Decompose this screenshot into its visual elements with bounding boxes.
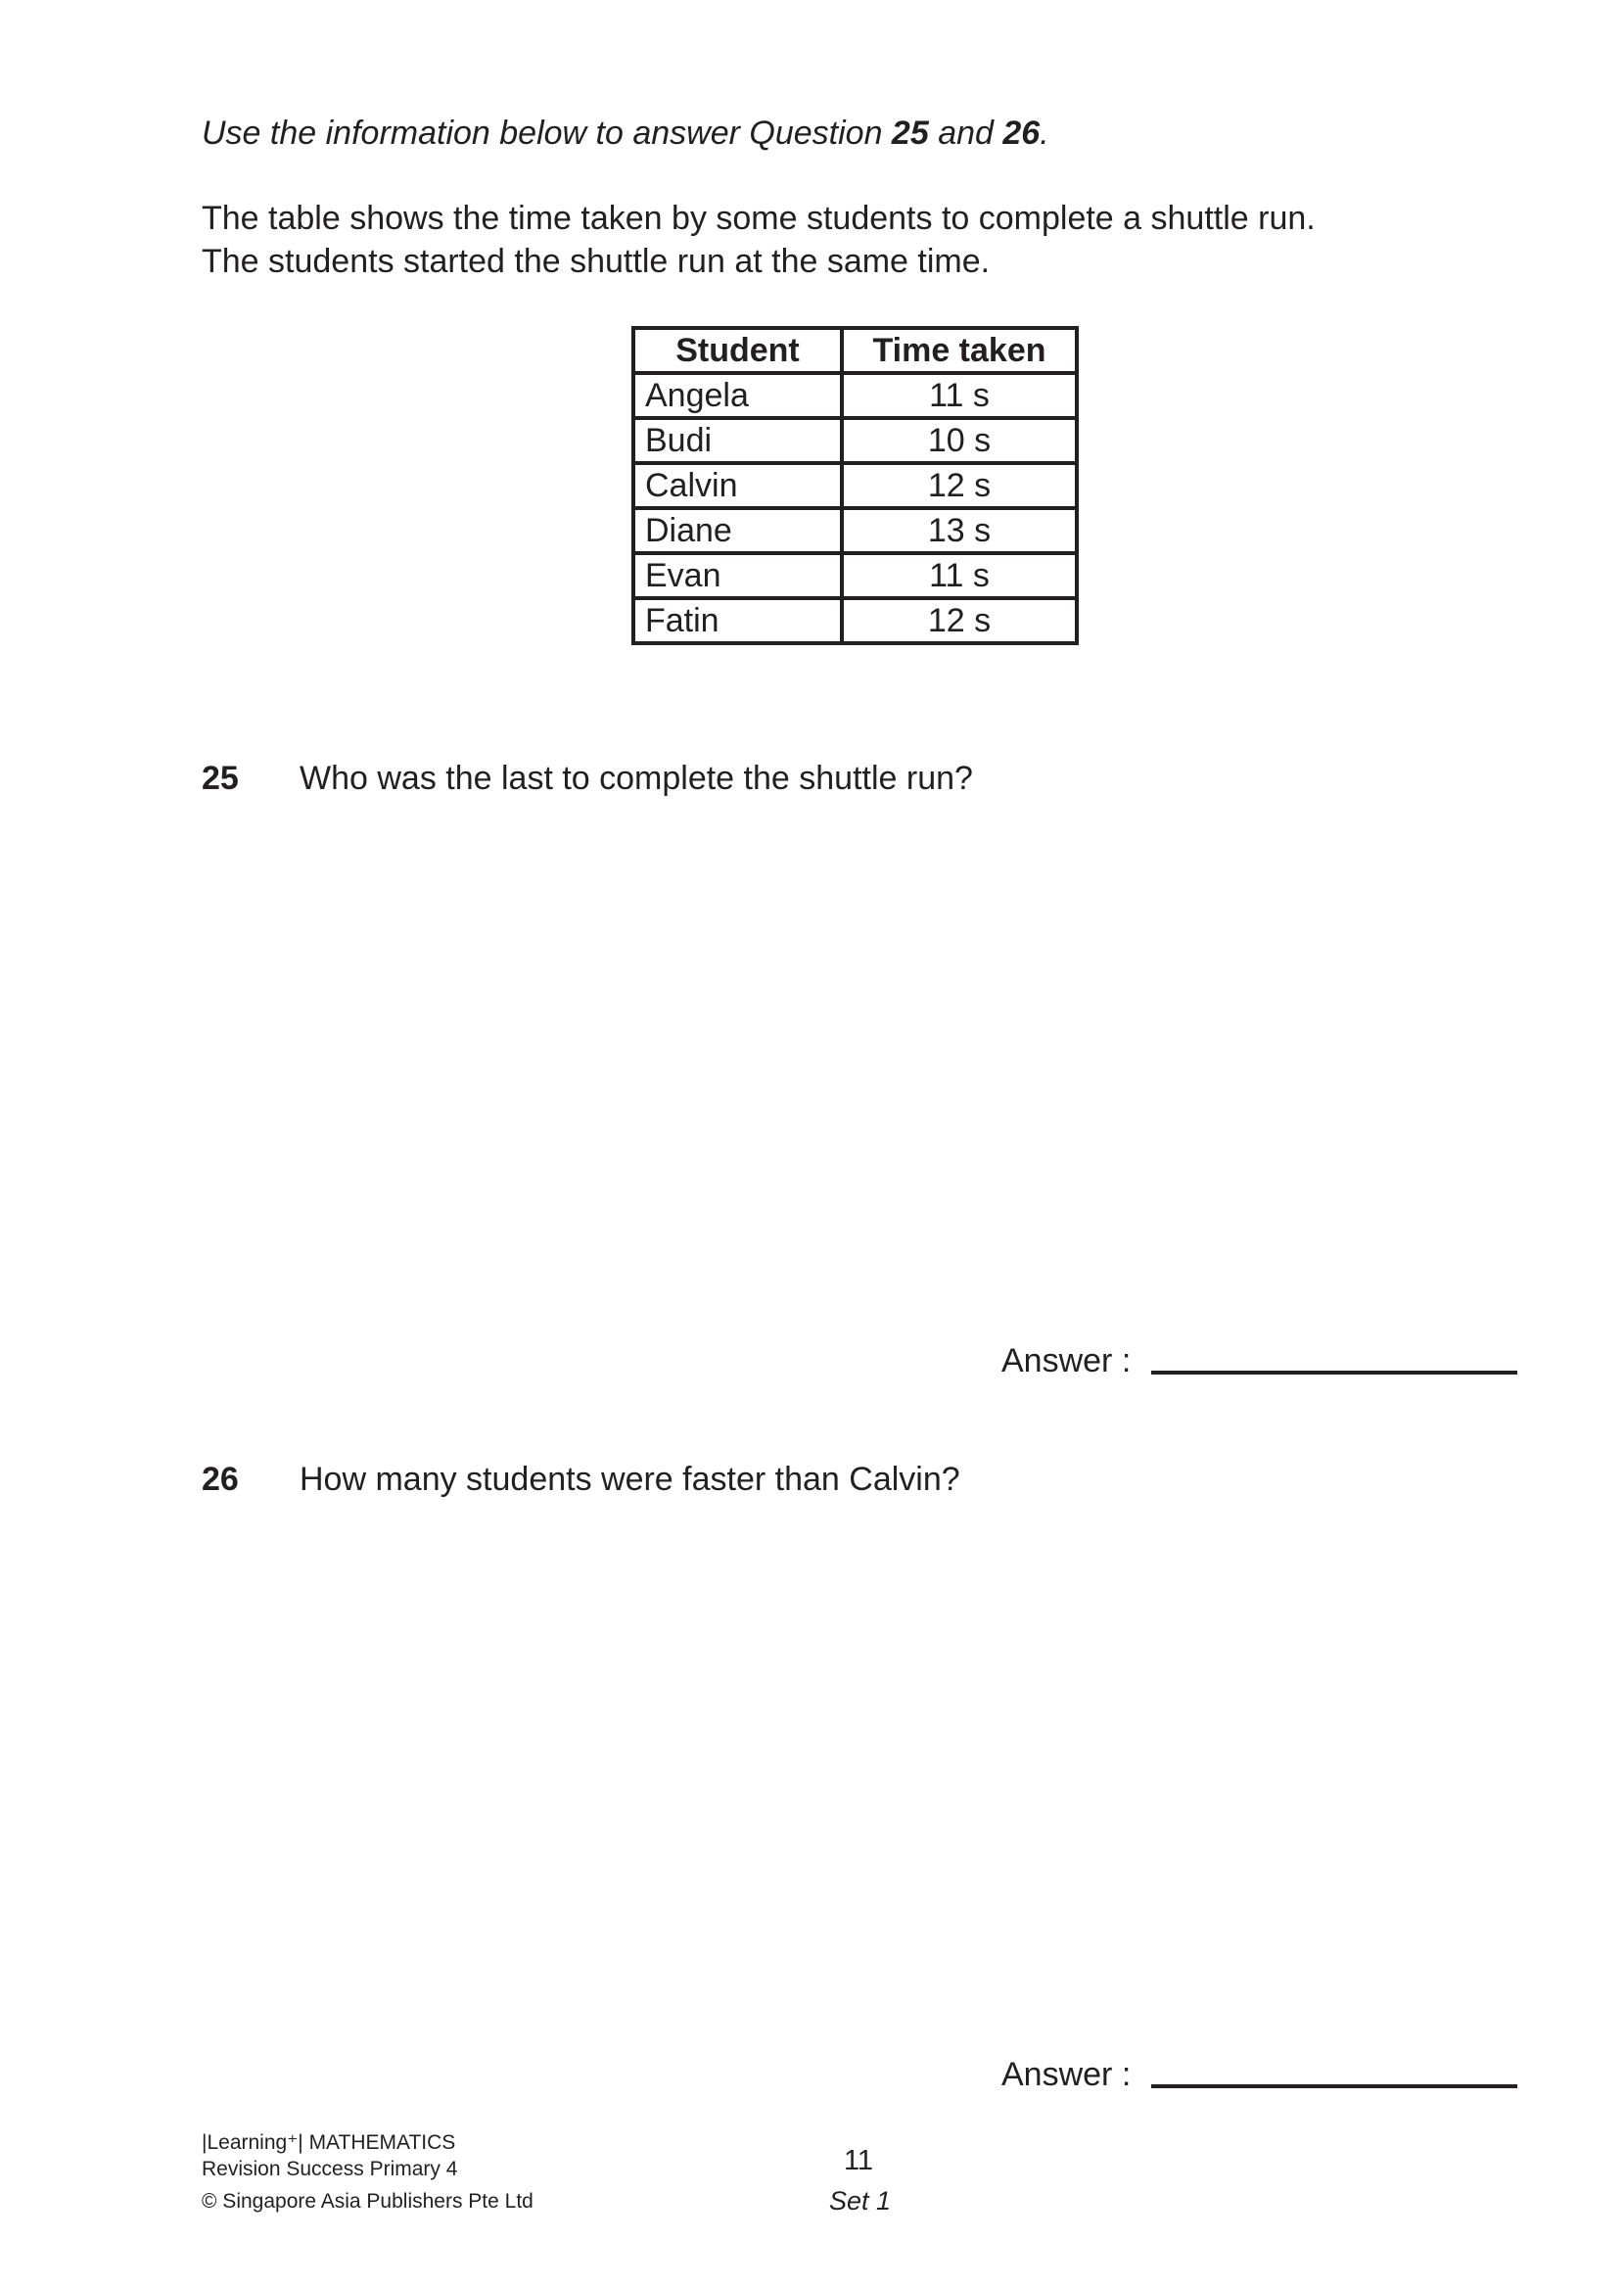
time-taken: 12 s: [842, 598, 1077, 643]
question-ref-25: 25: [891, 115, 929, 152]
table-row: [633, 598, 1077, 643]
student-name: Diane: [633, 508, 842, 553]
footer-title: Revision Success Primary 4: [202, 2158, 458, 2180]
footer-copyright: © Singapore Asia Publishers Pte Ltd: [202, 2190, 534, 2213]
answer-label: Answer :: [1001, 1342, 1132, 1379]
answer-field[interactable]: [1151, 2084, 1517, 2088]
table-header-row: [633, 328, 1077, 373]
header-student: Student: [633, 328, 842, 373]
student-name: Budi: [633, 418, 842, 463]
student-name: Calvin: [633, 463, 842, 508]
question-number: 25: [202, 760, 239, 797]
question-ref-26: 26: [1002, 115, 1041, 152]
time-taken: 12 s: [842, 463, 1077, 508]
time-taken: 10 s: [842, 418, 1077, 463]
answer-field[interactable]: [1151, 1371, 1517, 1375]
time-taken: 11 s: [842, 373, 1077, 418]
student-name: Fatin: [633, 598, 842, 643]
shuttle-run-table: [631, 326, 1079, 645]
instructions: [202, 114, 1049, 153]
table-row: [633, 418, 1077, 463]
student-name: Angela: [633, 373, 842, 418]
question-number: 26: [202, 1461, 239, 1498]
instructions-text: Use the information below to answer Question: [202, 115, 892, 152]
description-line: The students started the shuttle run at the same time.: [202, 243, 991, 280]
table-row: [633, 463, 1077, 508]
table-row: [633, 373, 1077, 418]
instructions-text: .: [1040, 115, 1049, 152]
set-label: Set 1: [829, 2186, 892, 2216]
header-time-taken: Time taken: [842, 328, 1077, 373]
question-text: How many students were faster than Calvin?: [300, 1461, 960, 1498]
table-row: [633, 553, 1077, 598]
instructions-text: and: [928, 115, 1003, 152]
student-name: Evan: [633, 553, 842, 598]
time-taken: 11 s: [842, 553, 1077, 598]
question-text: Who was the last to complete the shuttle run?: [300, 760, 973, 797]
description-line: The table shows the time taken by some students to complete a shuttle run.: [202, 200, 1316, 237]
time-taken: 13 s: [842, 508, 1077, 553]
footer-series: |Learning⁺| MATHEMATICS: [202, 2131, 456, 2154]
page-number: 11: [843, 2145, 874, 2176]
answer-label: Answer :: [1001, 2056, 1132, 2093]
table-row: [633, 508, 1077, 553]
